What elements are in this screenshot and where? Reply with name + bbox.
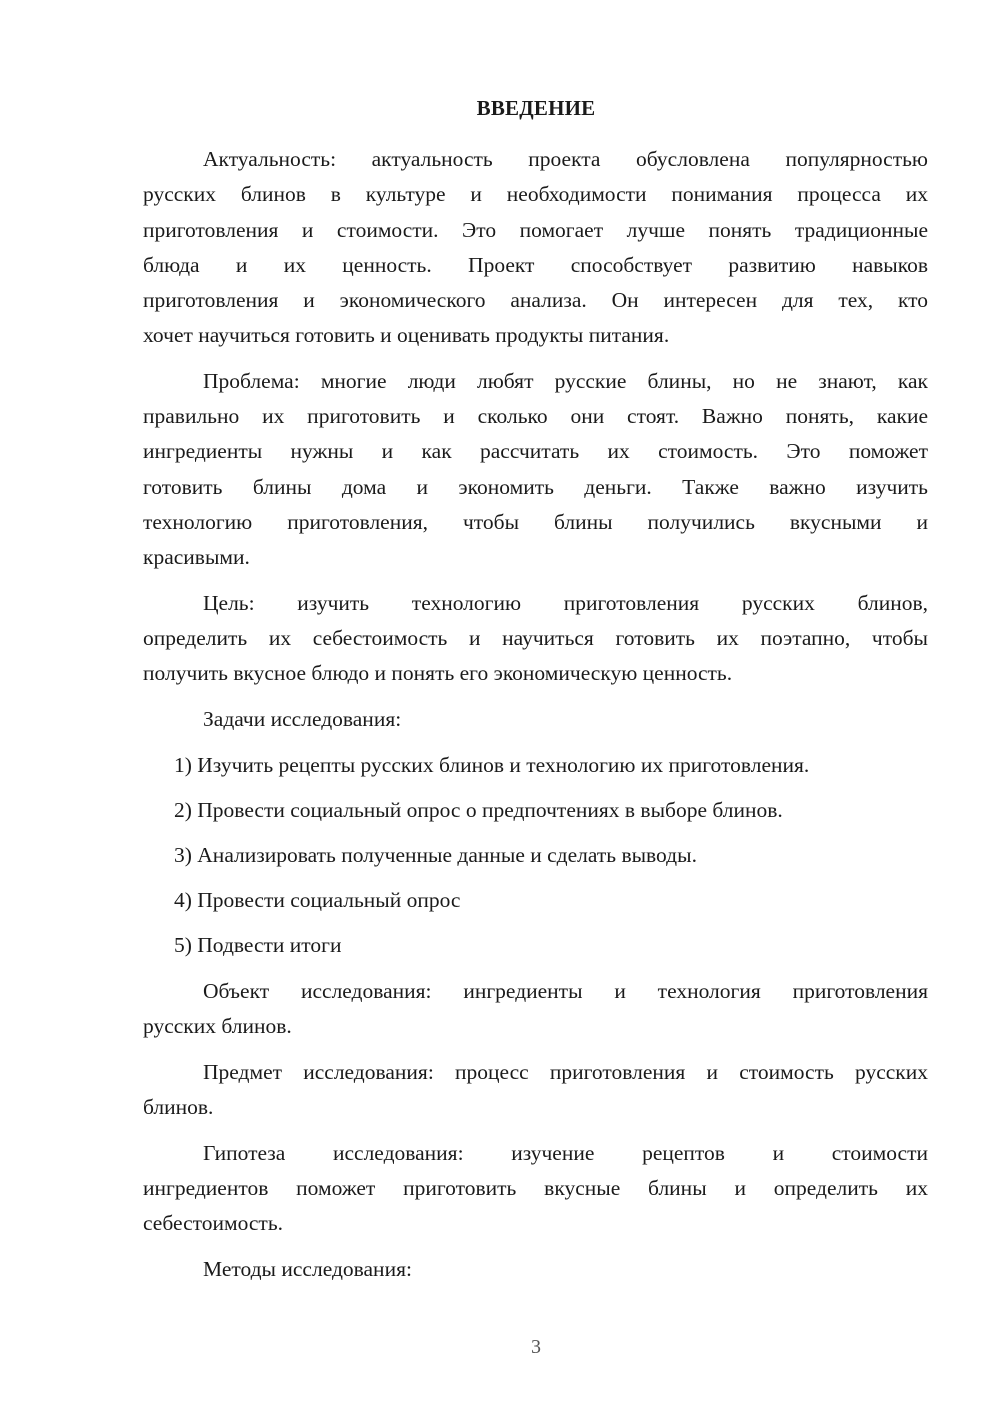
- text-line: Гипотеза исследования: изучение рецептов и стоимости: [203, 1141, 928, 1165]
- text-line: Методы исследования:: [203, 1257, 412, 1281]
- text-line: правильно их приготовить и сколько они стоят. Важно понять, какие: [143, 404, 928, 428]
- text-line: себестоимость.: [143, 1211, 284, 1235]
- text-line: приготовления и стоимости. Это помогает лучше понять традиционные: [143, 218, 928, 242]
- text-line: Проблема: многие люди любят русские блины, но не знают, как: [203, 369, 928, 393]
- text-line: красивыми.: [143, 545, 250, 569]
- text-line: русских блинов в культуре и необходимости понимания процесса их: [143, 182, 928, 206]
- text-line: ингредиентов поможет приготовить вкусные блины и определить их: [143, 1176, 928, 1200]
- list-item: 3) Анализировать полученные данные и сделать выводы.: [174, 843, 697, 867]
- page-title: ВВЕДЕНИЕ: [476, 96, 596, 120]
- text-line: русских блинов.: [143, 1014, 292, 1038]
- text-line: технологию приготовления, чтобы блины получились вкусными и: [143, 510, 928, 534]
- text-line: приготовления и экономического анализа. Он интересен для тех, кто: [143, 288, 928, 312]
- text-line: получить вкусное блюдо и понять его экономическую ценность.: [143, 661, 733, 685]
- list-item: 5) Подвести итоги: [174, 933, 342, 957]
- text-line: ингредиенты нужны и как рассчитать их стоимость. Это поможет: [143, 439, 928, 463]
- text-line: Предмет исследования: процесс приготовления и стоимость русских: [203, 1060, 928, 1084]
- text-line: блинов.: [143, 1095, 214, 1119]
- text-line: Цель: изучить технологию приготовления русских блинов,: [203, 591, 928, 615]
- text-line: Объект исследования: ингредиенты и технология приготовления: [203, 979, 928, 1003]
- list-item: 2) Провести социальный опрос о предпочтениях в выборе блинов.: [174, 798, 783, 822]
- text-line: определить их себестоимость и научиться готовить их поэтапно, чтобы: [143, 626, 928, 650]
- list-item: 4) Провести социальный опрос: [174, 888, 461, 912]
- text-line: готовить блины дома и экономить деньги. Также важно изучить: [143, 475, 928, 499]
- list-item: 1) Изучить рецепты русских блинов и технологию их приготовления.: [174, 753, 810, 777]
- page-number: 3: [531, 1336, 541, 1358]
- text-line: Актуальность: актуальность проекта обусловлена популярностью: [203, 147, 928, 171]
- text-line: хочет научиться готовить и оценивать продукты питания.: [143, 323, 670, 347]
- text-line: блюда и их ценность. Проект способствует развитию навыков: [143, 253, 928, 277]
- text-line: Задачи исследования:: [203, 707, 402, 731]
